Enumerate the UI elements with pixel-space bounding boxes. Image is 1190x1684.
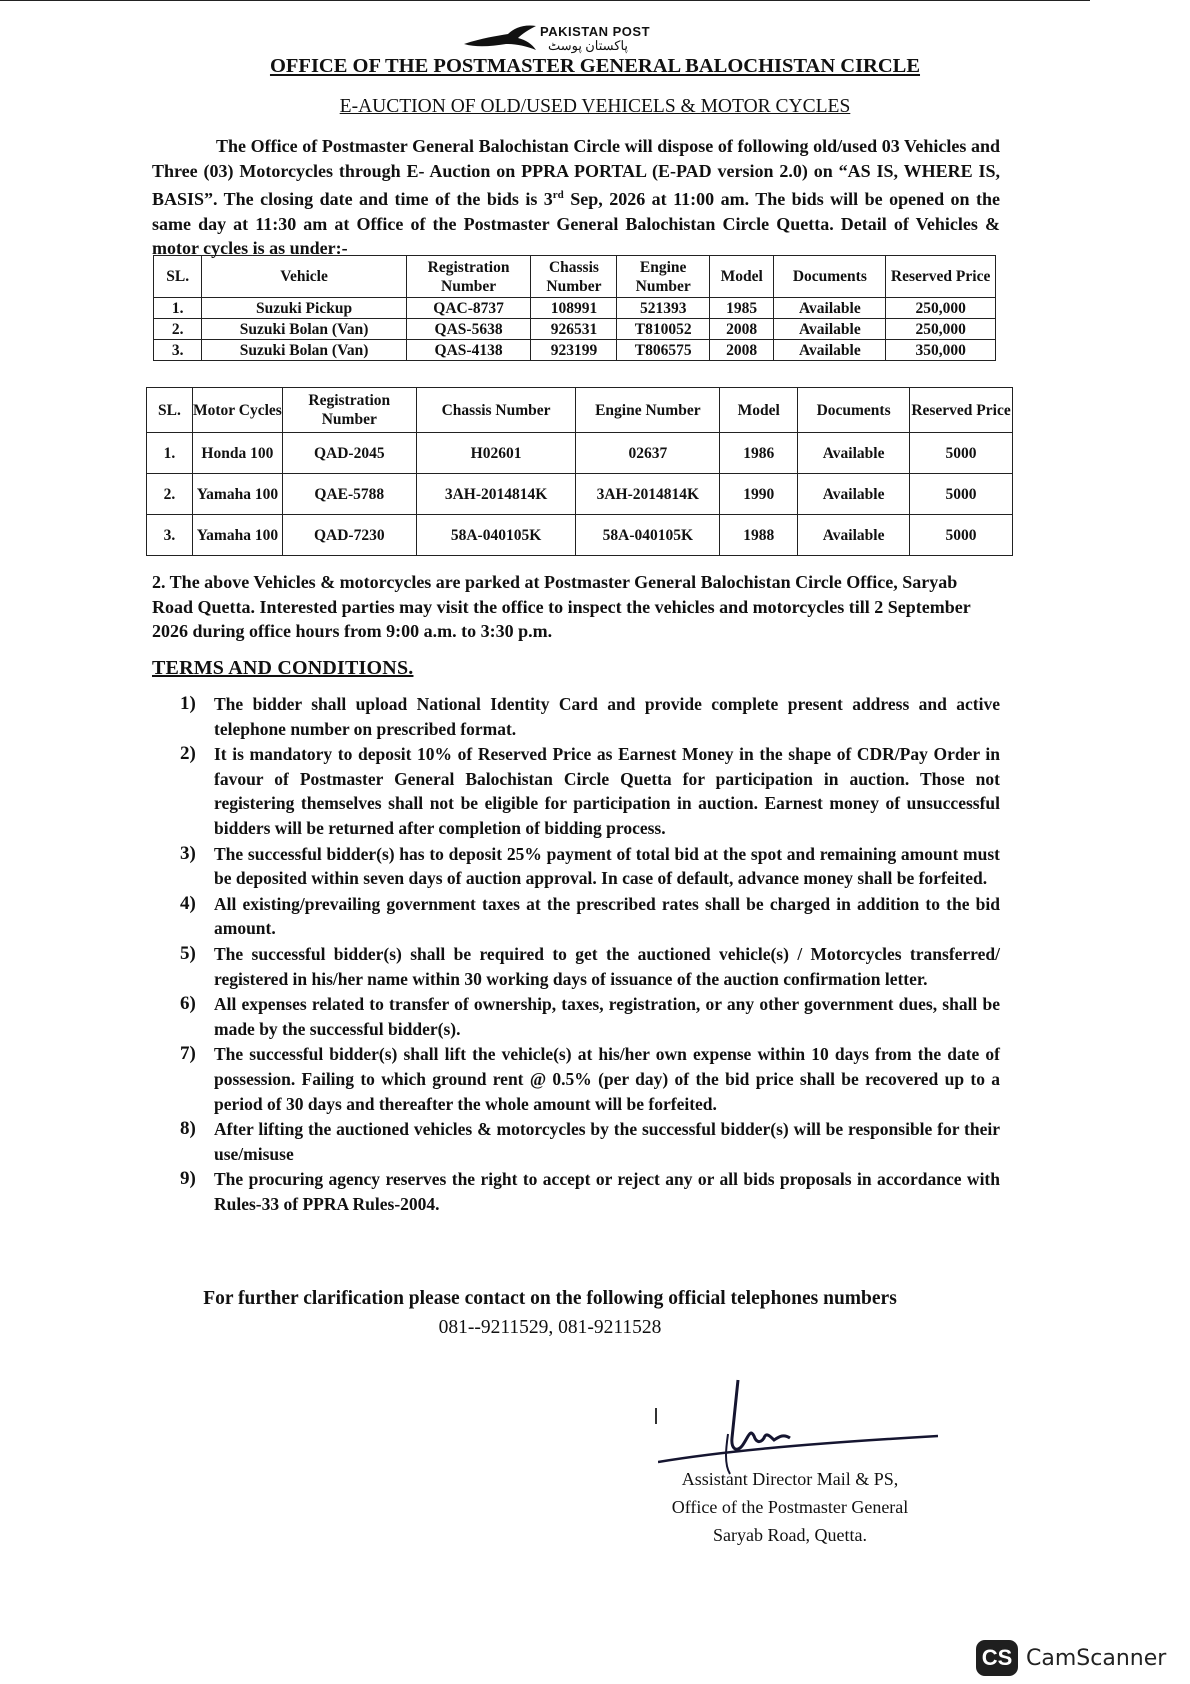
col-header: SL. xyxy=(154,256,202,298)
col-header: Documents xyxy=(774,256,886,298)
col-header: Reserved Price xyxy=(886,256,996,298)
term-text: The successful bidder(s) shall lift the vehicle(s) at his/her own expense within 10 days from the date of possession. Failing to which ground rent @ 0.5% (per day) of the bid price shall be recovered up to a period of 30 days and thereafter the whole amount will be forfeited. xyxy=(214,1044,1000,1114)
table-cell: 2. xyxy=(147,474,193,515)
office-title: OFFICE OF THE POSTMASTER GENERAL BALOCHISTAN CIRCLE xyxy=(269,55,921,77)
table-cell: Available xyxy=(798,474,910,515)
term-number: 5) xyxy=(180,942,196,964)
term-text: After lifting the auctioned vehicles & motorcycles by the successful bidder(s) will be responsible for their use/misuse xyxy=(214,1119,1000,1164)
list-item xyxy=(180,892,1000,941)
table-cell: QAS-4138 xyxy=(406,340,531,361)
table-cell: 108991 xyxy=(531,298,617,319)
table-cell: 58A-040105K xyxy=(416,515,576,556)
col-header: Chassis Number xyxy=(531,256,617,298)
intro-paragraph xyxy=(152,134,1000,261)
contact-block xyxy=(0,1284,1100,1342)
col-header: Reserved Price xyxy=(910,388,1013,433)
table-row xyxy=(154,298,996,319)
table-cell: 2. xyxy=(154,319,202,340)
list-item xyxy=(180,1117,1000,1166)
signatory-office: Office of the Postmaster General xyxy=(671,1497,909,1517)
table-cell: 3AH-2014814K xyxy=(576,474,720,515)
table-cell: QAC-8737 xyxy=(406,298,531,319)
table-cell: QAE-5788 xyxy=(282,474,416,515)
table-cell: 5000 xyxy=(910,515,1013,556)
table-cell: 1985 xyxy=(709,298,774,319)
table-cell: 2008 xyxy=(709,319,774,340)
terms-list xyxy=(180,692,1000,1217)
list-item xyxy=(180,692,1000,741)
term-number: 6) xyxy=(180,993,196,1015)
table-cell: Yamaha 100 xyxy=(192,474,282,515)
col-header: Registration Number xyxy=(282,388,416,433)
term-number: 9) xyxy=(180,1168,196,1190)
table-row xyxy=(154,340,996,361)
term-number: 2) xyxy=(180,743,196,765)
term-number: 3) xyxy=(180,842,196,864)
table-cell: 1. xyxy=(154,298,202,319)
table-cell: 250,000 xyxy=(886,319,996,340)
contact-phone-numbers: 081--9211529, 081-9211528 xyxy=(438,1317,662,1338)
table-cell: 3AH-2014814K xyxy=(416,474,576,515)
list-item xyxy=(180,1167,1000,1216)
col-header: Motor Cycles xyxy=(192,388,282,433)
table-cell: 350,000 xyxy=(886,340,996,361)
col-header: SL. xyxy=(147,388,193,433)
col-header: Documents xyxy=(798,388,910,433)
table-cell: Available xyxy=(774,340,886,361)
term-text: The bidder shall upload National Identity Card and provide complete present address and active telephone number on prescribed format. xyxy=(214,694,1000,739)
list-item xyxy=(180,942,1000,991)
terms-title: TERMS AND CONDITIONS. xyxy=(152,657,414,679)
table-cell: 3. xyxy=(147,515,193,556)
table-cell: Honda 100 xyxy=(192,433,282,474)
table-row xyxy=(154,319,996,340)
signatory-block xyxy=(620,1465,960,1549)
col-header: Model xyxy=(720,388,798,433)
table-cell: 250,000 xyxy=(886,298,996,319)
table-cell: 1986 xyxy=(720,433,798,474)
list-item xyxy=(180,992,1000,1041)
table-cell: 5000 xyxy=(910,474,1013,515)
logo-text: PAKISTAN POST xyxy=(540,24,651,39)
list-item xyxy=(180,742,1000,840)
table-cell: Suzuki Pickup xyxy=(202,298,406,319)
camscanner-text: CamScanner xyxy=(1026,1645,1167,1671)
table-cell: T810052 xyxy=(617,319,709,340)
term-number: 7) xyxy=(180,1043,196,1065)
top-border-line xyxy=(0,0,1090,1)
table-cell: Yamaha 100 xyxy=(192,515,282,556)
motorcycles-table-header xyxy=(147,388,1013,433)
motorcycles-table xyxy=(146,387,1013,556)
term-text: The procuring agency reserves the right to accept or reject any or all bids proposals in accordance with Rules-33 of PPRA Rules-2004. xyxy=(214,1169,1000,1214)
term-text: All existing/prevailing government taxes at the prescribed rates shall be charged in addition to the bid amount. xyxy=(214,893,1000,939)
vehicles-table xyxy=(153,255,996,361)
contact-line: For further clarification please contact on the following official telephones numbers xyxy=(203,1288,897,1309)
bird-emblem-icon xyxy=(462,22,542,56)
term-number: 8) xyxy=(180,1118,196,1140)
intro-superscript: rd xyxy=(552,189,564,201)
table-cell: QAD-2045 xyxy=(282,433,416,474)
pakistan-post-logo xyxy=(462,22,702,58)
table-cell: 1990 xyxy=(720,474,798,515)
term-number: 1) xyxy=(180,693,196,714)
col-header: Engine Number xyxy=(576,388,720,433)
table-cell: 521393 xyxy=(617,298,709,319)
table-cell: 2008 xyxy=(709,340,774,361)
table-cell: 02637 xyxy=(576,433,720,474)
table-row xyxy=(147,433,1013,474)
camscanner-logo-icon: CS xyxy=(976,1640,1018,1676)
col-header: Chassis Number xyxy=(416,388,576,433)
parking-paragraph: 2. The above Vehicles & motorcycles are parked at Postmaster General Balochistan Circle Office, Saryab Road Quetta. Interested parties may visit the office to inspect the vehicles and motorcycles till 2 September 2026 during office hours from 9:00 a.m. to 3:30 p.m. xyxy=(152,572,971,641)
term-text: All expenses related to transfer of ownership, taxes, registration, or any other government dues, shall be made by the successful bidder(s). xyxy=(214,994,1000,1039)
table-cell: 58A-040105K xyxy=(576,515,720,556)
term-number: 4) xyxy=(180,892,196,914)
handwritten-signature xyxy=(658,1378,938,1478)
table-cell: Available xyxy=(774,319,886,340)
col-header: Vehicle xyxy=(202,256,406,298)
table-cell: Available xyxy=(774,298,886,319)
term-text: The successful bidder(s) shall be required to get the auctioned vehicle(s) / Motorcycles transferred/ registered in his/her name within 30 working days of issuance of the auction confirmation letter. xyxy=(214,943,1000,989)
col-header: Engine Number xyxy=(617,256,709,298)
intro-part1: The Office of Postmaster General Balochistan Circle will dispose of following old/used 03 Vehicles and Three (03) Motorcycles through E- Auction on PPRA PORTAL (E-PAD version 2.0) on “AS IS, WHERE IS, BASIS”. The closing date and time of the bids is 3 xyxy=(152,136,1000,209)
table-row xyxy=(147,474,1013,515)
col-header: Registration Number xyxy=(406,256,531,298)
table-cell: H02601 xyxy=(416,433,576,474)
list-item xyxy=(180,1042,1000,1116)
term-text: It is mandatory to deposit 10% of Reserved Price as Earnest Money in the shape of CDR/Pay Order in favour of Postmaster General Balochistan Circle Quetta for participation in auction. Those not registering themselves shall not be eligible for participation in auction. Earnest money of unsuccessful bidders will be returned after completion of bidding process. xyxy=(214,744,1000,838)
table-cell: 5000 xyxy=(910,433,1013,474)
table-cell: QAS-5638 xyxy=(406,319,531,340)
table-cell: Suzuki Bolan (Van) xyxy=(202,319,406,340)
logo-urdu-text: پاکستان پوسٹ xyxy=(548,38,629,53)
table-cell: 926531 xyxy=(531,319,617,340)
table-cell: QAD-7230 xyxy=(282,515,416,556)
table-row xyxy=(147,515,1013,556)
signatory-designation: Assistant Director Mail & PS, xyxy=(681,1469,899,1489)
table-cell: Available xyxy=(798,433,910,474)
signatory-address: Saryab Road, Quetta. xyxy=(713,1525,867,1545)
camscanner-watermark xyxy=(976,1640,1166,1676)
notice-title: E-AUCTION OF OLD/USED VEHICELS & MOTOR CYCLES xyxy=(339,96,851,117)
term-text: The successful bidder(s) has to deposit 25% payment of total bid at the spot and remaining amount must be deposited within seven days of auction approval. In case of default, advance money shall be forfeited. xyxy=(214,843,1000,889)
table-cell: T806575 xyxy=(617,340,709,361)
table-cell: 1988 xyxy=(720,515,798,556)
table-cell: 3. xyxy=(154,340,202,361)
table-cell: Available xyxy=(798,515,910,556)
table-cell: 1. xyxy=(147,433,193,474)
table-cell: Suzuki Bolan (Van) xyxy=(202,340,406,361)
table-cell: 923199 xyxy=(531,340,617,361)
list-item xyxy=(180,842,1000,891)
col-header: Model xyxy=(709,256,774,298)
intro-part2: Sep, 2026 at 11:00 am. The bids will be opened on the same day at 11:30 am at Office of the Postmaster General Balochistan Circle Quetta. Detail of Vehicles & motor cycles is as under:- xyxy=(152,189,1000,258)
vehicles-table-header xyxy=(154,256,996,298)
scan-mark xyxy=(655,1408,657,1424)
